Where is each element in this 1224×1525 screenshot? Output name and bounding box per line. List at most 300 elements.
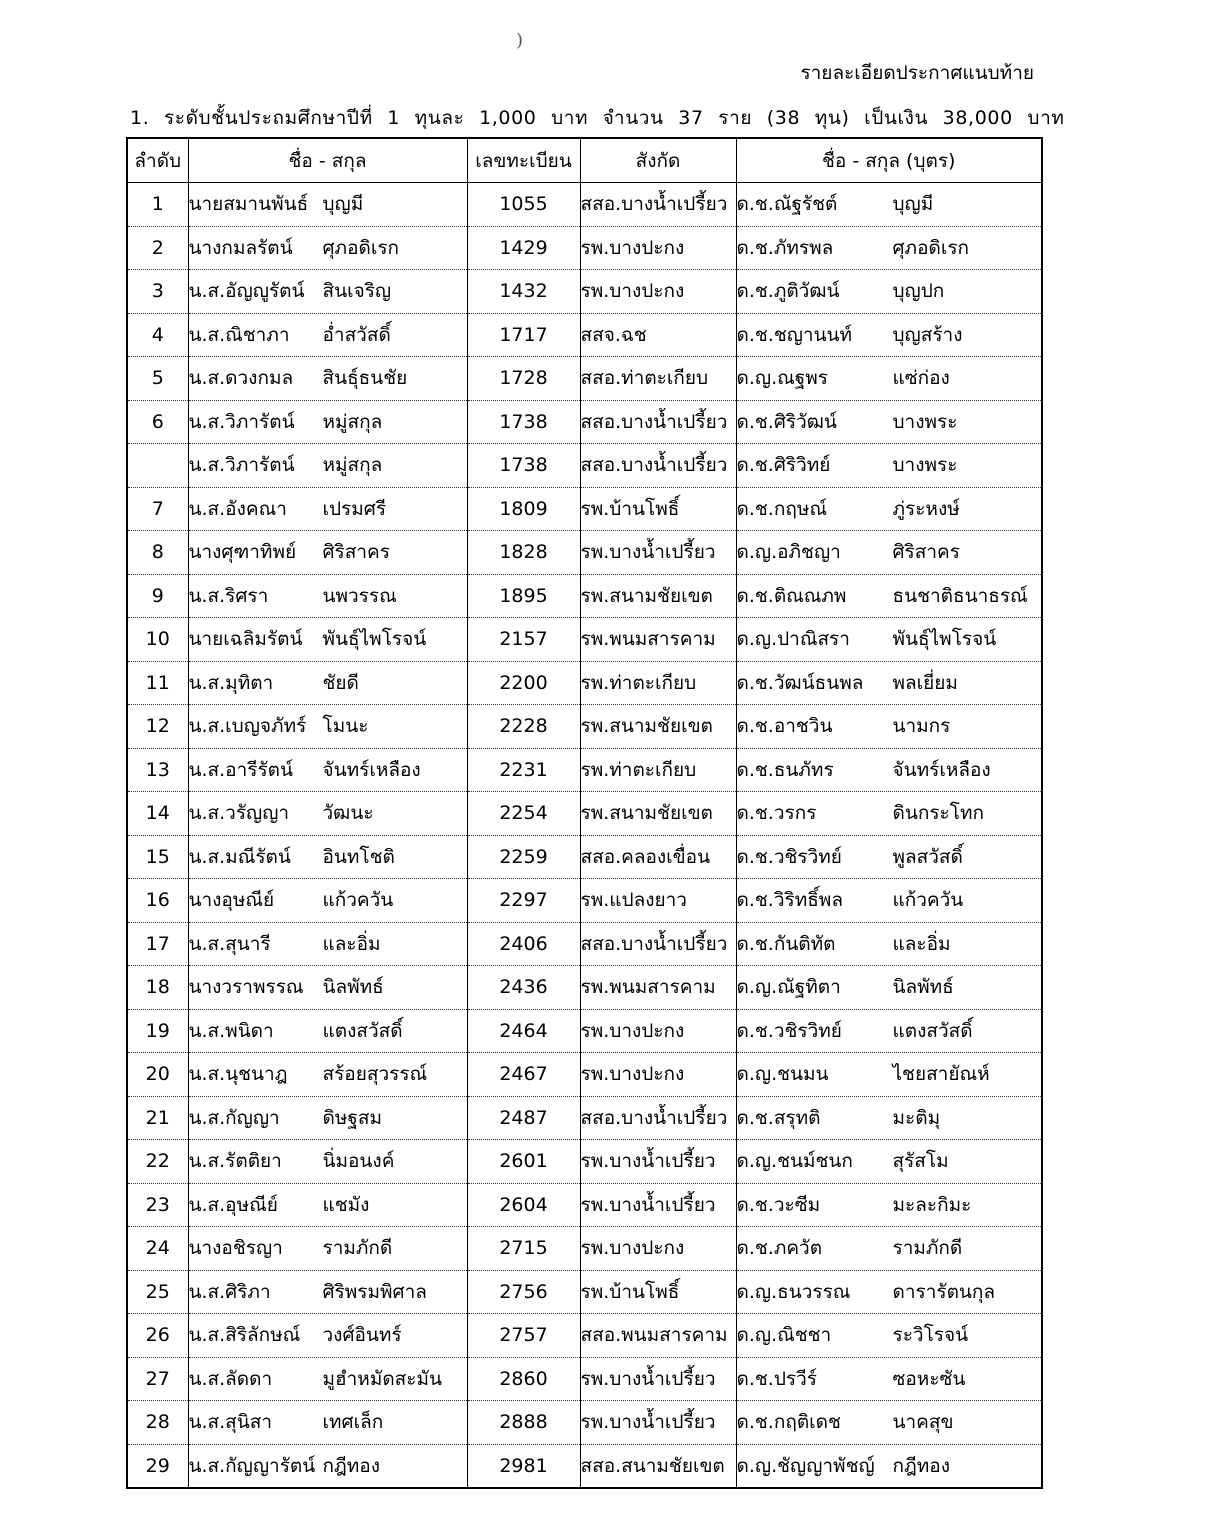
registration-cell: 1055 — [467, 183, 580, 227]
first-name: นายเฉลิมรัตน์ — [188, 628, 303, 651]
table-row — [127, 357, 1042, 401]
affiliation-cell: รพ.พนมสารคาม — [580, 618, 736, 662]
surname: นิ่มอนงค์ — [322, 1150, 395, 1173]
registration-cell: 2601 — [467, 1140, 580, 1184]
table-row — [127, 1183, 1042, 1227]
child-surname: แซ่ก่อง — [892, 367, 950, 390]
child-first-name: ด.ช.ปรวีร์ — [736, 1367, 817, 1390]
child-first-name: ด.ช.วรกร — [736, 802, 817, 825]
child-surname: กฎีทอง — [892, 1454, 950, 1477]
order-cell: 5 — [127, 357, 188, 401]
registration-cell: 1895 — [467, 574, 580, 618]
name-cell — [188, 618, 467, 662]
first-name: น.ส.สุนิสา — [188, 1411, 273, 1434]
table-row — [127, 661, 1042, 705]
order-cell: 3 — [127, 270, 188, 314]
name-cell — [188, 835, 467, 879]
order-cell: 8 — [127, 531, 188, 575]
child-name-cell — [736, 313, 1042, 357]
name-cell — [188, 1009, 467, 1053]
registration-cell: 2756 — [467, 1270, 580, 1314]
table-row — [127, 531, 1042, 575]
registration-cell: 2200 — [467, 661, 580, 705]
name-cell — [188, 1227, 467, 1271]
child-surname: รามภักดี — [892, 1237, 963, 1260]
affiliation-cell: สสอ.คลองเขื่อน — [580, 835, 736, 879]
child-first-name: ด.ช.วชิรวิทย์ — [736, 845, 842, 868]
name-cell — [188, 1140, 467, 1184]
column-header-order: ลำดับ — [127, 138, 188, 183]
affiliation-cell: รพ.บางปะกง — [580, 1009, 736, 1053]
surname: อินทโชติ — [322, 845, 395, 868]
registration-cell: 1809 — [467, 487, 580, 531]
affiliation-cell: รพ.บางน้ำเปรี้ยว — [580, 1401, 736, 1445]
child-name-cell — [736, 748, 1042, 792]
child-surname: แตงสวัสดิ์ — [892, 1019, 973, 1042]
child-name-cell — [736, 183, 1042, 227]
child-first-name: ด.ช.ศิริวิทย์ — [736, 454, 831, 477]
table-row — [127, 792, 1042, 836]
registration-cell: 2464 — [467, 1009, 580, 1053]
first-name: น.ส.ณิชาภา — [188, 323, 290, 346]
first-name: น.ส.สิริลักษณ์ — [188, 1324, 301, 1347]
child-surname: ซอหะซัน — [892, 1367, 966, 1390]
first-name: น.ส.สุนารี — [188, 932, 271, 955]
table-row — [127, 487, 1042, 531]
first-name: นางวราพรรณ — [188, 976, 304, 999]
registration-cell: 2228 — [467, 705, 580, 749]
child-surname: บางพระ — [892, 410, 958, 433]
column-header-name: ชื่อ - สกุล — [188, 138, 467, 183]
order-cell: 6 — [127, 400, 188, 444]
child-first-name: ด.ช.ภควัต — [736, 1237, 823, 1260]
affiliation-cell: รพ.สนามชัยเขต — [580, 574, 736, 618]
surname: จันทร์เหลือง — [322, 758, 421, 781]
order-cell: 22 — [127, 1140, 188, 1184]
affiliation-cell: รพ.สนามชัยเขต — [580, 792, 736, 836]
child-surname: พูลสวัสดิ์ — [892, 845, 963, 868]
name-cell — [188, 487, 467, 531]
order-cell: 15 — [127, 835, 188, 879]
first-name: น.ส.อารีรัตน์ — [188, 758, 293, 781]
child-first-name: ด.ช.กันติทัต — [736, 932, 836, 955]
surname: เทศเล็ก — [322, 1411, 384, 1434]
affiliation-cell: รพ.บ้านโพธิ์ — [580, 487, 736, 531]
order-cell: 10 — [127, 618, 188, 662]
table-row — [127, 313, 1042, 357]
child-surname: บางพระ — [892, 454, 958, 477]
table-row — [127, 1314, 1042, 1358]
child-surname: บุญปก — [892, 280, 945, 303]
first-name: น.ส.ริศรา — [188, 584, 269, 607]
registration-cell: 2467 — [467, 1053, 580, 1097]
child-first-name: ด.ญ.ชนม์ชนก — [736, 1150, 853, 1173]
order-cell: 26 — [127, 1314, 188, 1358]
registration-cell: 2981 — [467, 1444, 580, 1488]
affiliation-cell: รพ.บางน้ำเปรี้ยว — [580, 531, 736, 575]
surname: หมู่สกุล — [322, 410, 383, 433]
affiliation-cell: รพ.แปลงยาว — [580, 879, 736, 923]
table-row — [127, 1444, 1042, 1488]
first-name: น.ส.ลัดดา — [188, 1367, 273, 1390]
name-cell — [188, 1314, 467, 1358]
first-name: นางอุษณีย์ — [188, 889, 275, 912]
child-name-cell — [736, 1053, 1042, 1097]
name-cell — [188, 226, 467, 270]
order-cell — [127, 444, 188, 488]
scholarship-table — [126, 137, 1043, 1489]
order-cell: 9 — [127, 574, 188, 618]
first-name: น.ส.รัตติยา — [188, 1150, 282, 1173]
child-first-name: ด.ญ.ณิชชา — [736, 1324, 832, 1347]
child-first-name: ด.ญ.ชนมน — [736, 1063, 829, 1086]
surname: ศิริสาคร — [322, 541, 390, 564]
table-row — [127, 618, 1042, 662]
registration-cell: 1738 — [467, 400, 580, 444]
surname: อ่ำสวัสดิ์ — [322, 323, 391, 346]
child-name-cell — [736, 1009, 1042, 1053]
registration-cell: 2715 — [467, 1227, 580, 1271]
surname: วัฒนะ — [322, 802, 374, 825]
surname: โมนะ — [322, 715, 369, 738]
table-row — [127, 1227, 1042, 1271]
child-name-cell — [736, 1444, 1042, 1488]
surname: พันธุ์ไพโรจน์ — [322, 628, 427, 651]
child-first-name: ด.ญ.ธนวรรณ — [736, 1280, 851, 1303]
child-first-name: ด.ช.อาชวิน — [736, 715, 833, 738]
first-name: น.ส.มุทิตา — [188, 671, 274, 694]
table-row — [127, 574, 1042, 618]
registration-cell: 2259 — [467, 835, 580, 879]
table-row — [127, 966, 1042, 1010]
child-surname: ระวิโรจน์ — [892, 1324, 969, 1347]
table-row — [127, 1009, 1042, 1053]
table-row — [127, 748, 1042, 792]
child-first-name: ด.ช.ชญานนท์ — [736, 323, 853, 346]
child-name-cell — [736, 1270, 1042, 1314]
table-row — [127, 1401, 1042, 1445]
registration-cell: 2860 — [467, 1357, 580, 1401]
name-cell — [188, 444, 467, 488]
child-surname: ศุภอดิเรก — [892, 236, 970, 259]
order-cell: 29 — [127, 1444, 188, 1488]
registration-cell: 1828 — [467, 531, 580, 575]
order-cell: 19 — [127, 1009, 188, 1053]
name-cell — [188, 1270, 467, 1314]
registration-cell: 2604 — [467, 1183, 580, 1227]
child-name-cell — [736, 1357, 1042, 1401]
child-surname: ดารารัตนกุล — [892, 1280, 996, 1303]
order-cell: 18 — [127, 966, 188, 1010]
registration-cell: 2487 — [467, 1096, 580, 1140]
name-cell — [188, 922, 467, 966]
registration-cell: 1728 — [467, 357, 580, 401]
surname: ชัยดี — [322, 671, 359, 694]
order-cell: 16 — [127, 879, 188, 923]
name-cell — [188, 705, 467, 749]
child-surname: มะติมุ — [892, 1106, 941, 1129]
first-name: นางกมลรัตน์ — [188, 236, 293, 259]
child-first-name: ด.ญ.ชัญญาพัชญ์ — [736, 1454, 875, 1477]
name-cell — [188, 400, 467, 444]
first-name: นางศุฑาทิพย์ — [188, 541, 297, 564]
child-surname: บุญมี — [892, 193, 934, 216]
name-cell — [188, 183, 467, 227]
order-cell: 13 — [127, 748, 188, 792]
child-name-cell — [736, 661, 1042, 705]
attachment-note: รายละเอียดประกาศแนบท้าย — [800, 62, 1034, 84]
child-surname: จันทร์เหลือง — [892, 758, 991, 781]
child-name-cell — [736, 792, 1042, 836]
affiliation-cell: สสอ.พนมสารคาม — [580, 1314, 736, 1358]
child-first-name: ด.ช.ติณณภพ — [736, 584, 847, 607]
registration-cell: 2297 — [467, 879, 580, 923]
child-name-cell — [736, 922, 1042, 966]
order-cell: 1 — [127, 183, 188, 227]
registration-cell: 2157 — [467, 618, 580, 662]
child-name-cell — [736, 1183, 1042, 1227]
order-cell: 21 — [127, 1096, 188, 1140]
child-name-cell — [736, 226, 1042, 270]
child-name-cell — [736, 705, 1042, 749]
table-header-row — [127, 138, 1042, 183]
first-name: น.ส.พนิดา — [188, 1019, 274, 1042]
affiliation-cell: สสจ.ฉช — [580, 313, 736, 357]
child-first-name: ด.ญ.อภิชญา — [736, 541, 841, 564]
child-name-cell — [736, 835, 1042, 879]
table-row — [127, 705, 1042, 749]
child-name-cell — [736, 1314, 1042, 1358]
table-body — [127, 183, 1042, 1489]
child-first-name: ด.ญ.ณฐพร — [736, 367, 828, 390]
child-name-cell — [736, 357, 1042, 401]
child-surname: พันธุ์ไพโรจน์ — [892, 628, 997, 651]
affiliation-cell: สสอ.ท่าตะเกียบ — [580, 357, 736, 401]
name-cell — [188, 270, 467, 314]
surname: แชมัง — [322, 1193, 370, 1216]
affiliation-cell: สสอ.บางน้ำเปรี้ยว — [580, 183, 736, 227]
name-cell — [188, 748, 467, 792]
child-surname: ศิริสาคร — [892, 541, 960, 564]
table-row — [127, 270, 1042, 314]
child-first-name: ด.ช.กฤษณ์ — [736, 497, 827, 520]
first-name: น.ส.วรัญญา — [188, 802, 290, 825]
registration-cell: 1429 — [467, 226, 580, 270]
affiliation-cell: รพ.บางน้ำเปรี้ยว — [580, 1357, 736, 1401]
child-surname: สุรัสโม — [892, 1150, 949, 1173]
affiliation-cell: สสอ.บางน้ำเปรี้ยว — [580, 444, 736, 488]
child-first-name: ด.ช.ภูติวัฒน์ — [736, 280, 840, 303]
first-name: นางอชิรญา — [188, 1237, 283, 1260]
child-name-cell — [736, 966, 1042, 1010]
name-cell — [188, 574, 467, 618]
child-first-name: ด.ช.วัฒน์ธนพล — [736, 671, 864, 694]
name-cell — [188, 1401, 467, 1445]
child-first-name: ด.ช.ธนภัทร — [736, 758, 834, 781]
table-row — [127, 226, 1042, 270]
child-first-name: ด.ช.วะซีม — [736, 1193, 821, 1216]
child-name-cell — [736, 270, 1042, 314]
child-name-cell — [736, 574, 1042, 618]
name-cell — [188, 1053, 467, 1097]
child-name-cell — [736, 879, 1042, 923]
affiliation-cell: รพ.บ้านโพธิ์ — [580, 1270, 736, 1314]
child-name-cell — [736, 1096, 1042, 1140]
registration-cell: 1717 — [467, 313, 580, 357]
child-name-cell — [736, 618, 1042, 662]
child-first-name: ด.ช.ณัฐรัชต์ — [736, 193, 838, 216]
first-name: น.ส.นุชนาฎ — [188, 1063, 288, 1086]
table-row — [127, 1096, 1042, 1140]
child-first-name: ด.ญ.ปาณิสรา — [736, 628, 850, 651]
surname: แก้วควัน — [322, 889, 394, 912]
order-cell: 4 — [127, 313, 188, 357]
order-cell: 11 — [127, 661, 188, 705]
table-row — [127, 922, 1042, 966]
surname: และอิ่ม — [322, 932, 381, 955]
surname: ศิริพรมพิศาล — [322, 1280, 427, 1303]
order-cell: 14 — [127, 792, 188, 836]
order-cell: 17 — [127, 922, 188, 966]
child-surname: นาคสุข — [892, 1411, 954, 1434]
affiliation-cell: สสอ.สนามชัยเขต — [580, 1444, 736, 1488]
order-cell: 7 — [127, 487, 188, 531]
table-row — [127, 1270, 1042, 1314]
surname: วงศ์อินทร์ — [322, 1324, 402, 1347]
child-first-name: ด.ญ.ณัฐทิตา — [736, 976, 841, 999]
name-cell — [188, 1096, 467, 1140]
affiliation-cell: รพ.ท่าตะเกียบ — [580, 748, 736, 792]
child-name-cell — [736, 487, 1042, 531]
child-surname: แก้วควัน — [892, 889, 964, 912]
table-row — [127, 835, 1042, 879]
registration-cell: 1738 — [467, 444, 580, 488]
first-name: น.ส.อัญญูรัตน์ — [188, 280, 305, 303]
surname: ศุภอดิเรก — [322, 236, 400, 259]
affiliation-cell: รพ.สนามชัยเขต — [580, 705, 736, 749]
column-header-affiliation: สังกัด — [580, 138, 736, 183]
child-surname: และอิ่ม — [892, 932, 951, 955]
surname: สินธุ์ธนชัย — [322, 367, 408, 390]
table-row — [127, 183, 1042, 227]
child-name-cell — [736, 1401, 1042, 1445]
child-name-cell — [736, 400, 1042, 444]
column-header-child-name: ชื่อ - สกุล (บุตร) — [736, 138, 1042, 183]
name-cell — [188, 357, 467, 401]
first-name: น.ส.อังคณา — [188, 497, 287, 520]
child-surname: ไชยสายัณห์ — [892, 1063, 990, 1086]
affiliation-cell: สสอ.บางน้ำเปรี้ยว — [580, 1096, 736, 1140]
surname: มูฮำหมัดสะมัน — [322, 1367, 442, 1390]
child-first-name: ด.ช.วิริทธิ์พล — [736, 889, 843, 912]
first-name: น.ส.กัญญารัตน์ — [188, 1454, 316, 1477]
column-header-registration: เลขทะเบียน — [467, 138, 580, 183]
surname: นิลพัทธ์ — [322, 976, 384, 999]
surname: ดิษฐสม — [322, 1106, 382, 1129]
surname: เปรมศรี — [322, 497, 387, 520]
surname: แตงสวัสดิ์ — [322, 1019, 403, 1042]
surname: กฎีทอง — [322, 1454, 380, 1477]
name-cell — [188, 1357, 467, 1401]
affiliation-cell: สสอ.บางน้ำเปรี้ยว — [580, 400, 736, 444]
surname: บุญมี — [322, 193, 364, 216]
child-first-name: ด.ช.ภัทรพล — [736, 236, 834, 259]
order-cell: 25 — [127, 1270, 188, 1314]
name-cell — [188, 661, 467, 705]
surname: นพวรรณ — [322, 584, 397, 607]
section-title: 1. ระดับชั้นประถมศึกษาปีที่ 1 ทุนละ 1,000 บาท จำนวน 37 ราย (38 ทุน) เป็นเงิน 38,000 บาท — [130, 107, 1065, 129]
registration-cell: 1432 — [467, 270, 580, 314]
child-surname: มะละกิมะ — [892, 1193, 972, 1216]
registration-cell: 2406 — [467, 922, 580, 966]
child-name-cell — [736, 444, 1042, 488]
affiliation-cell: สสอ.บางน้ำเปรี้ยว — [580, 922, 736, 966]
child-surname: นิลพัทธ์ — [892, 976, 954, 999]
child-name-cell — [736, 1227, 1042, 1271]
registration-cell: 2231 — [467, 748, 580, 792]
order-cell: 20 — [127, 1053, 188, 1097]
first-name: นายสมานพันธ์ — [188, 193, 309, 216]
child-surname: ภู่ระหงษ์ — [892, 497, 960, 520]
name-cell — [188, 879, 467, 923]
surname: สินเจริญ — [322, 280, 392, 303]
name-cell — [188, 1444, 467, 1488]
child-first-name: ด.ช.สรุทติ — [736, 1106, 821, 1129]
order-cell: 24 — [127, 1227, 188, 1271]
name-cell — [188, 966, 467, 1010]
stray-mark: ) — [516, 30, 524, 51]
first-name: น.ส.กัญญา — [188, 1106, 280, 1129]
registration-cell: 2436 — [467, 966, 580, 1010]
table-row — [127, 1357, 1042, 1401]
first-name: น.ส.อุษณีย์ — [188, 1193, 278, 1216]
table-row — [127, 444, 1042, 488]
surname: หมู่สกุล — [322, 454, 383, 477]
child-first-name: ด.ช.วชิรวิทย์ — [736, 1019, 842, 1042]
order-cell: 12 — [127, 705, 188, 749]
name-cell — [188, 531, 467, 575]
child-surname: บุญสร้าง — [892, 323, 963, 346]
order-cell: 28 — [127, 1401, 188, 1445]
table-row — [127, 400, 1042, 444]
name-cell — [188, 313, 467, 357]
order-cell: 2 — [127, 226, 188, 270]
name-cell — [188, 1183, 467, 1227]
affiliation-cell: รพ.บางปะกง — [580, 270, 736, 314]
surname: รามภักดี — [322, 1237, 393, 1260]
child-name-cell — [736, 531, 1042, 575]
registration-cell: 2254 — [467, 792, 580, 836]
first-name: น.ส.ดวงกมล — [188, 367, 294, 390]
table-row — [127, 1053, 1042, 1097]
table-row — [127, 1140, 1042, 1184]
order-cell: 27 — [127, 1357, 188, 1401]
affiliation-cell: รพ.บางน้ำเปรี้ยว — [580, 1183, 736, 1227]
registration-cell: 2888 — [467, 1401, 580, 1445]
first-name: น.ส.วิภารัตน์ — [188, 454, 295, 477]
child-first-name: ด.ช.กฤติเดช — [736, 1411, 841, 1434]
first-name: น.ส.เบญจภัทร์ — [188, 715, 307, 738]
affiliation-cell: รพ.พนมสารคาม — [580, 966, 736, 1010]
name-cell — [188, 792, 467, 836]
affiliation-cell: รพ.บางปะกง — [580, 226, 736, 270]
child-surname: ดินกระโทก — [892, 802, 984, 825]
child-surname: นามกร — [892, 715, 951, 738]
registration-cell: 2757 — [467, 1314, 580, 1358]
child-surname: พลเยี่ยม — [892, 671, 958, 694]
affiliation-cell: รพ.บางน้ำเปรี้ยว — [580, 1140, 736, 1184]
child-first-name: ด.ช.ศิริวัฒน์ — [736, 410, 837, 433]
